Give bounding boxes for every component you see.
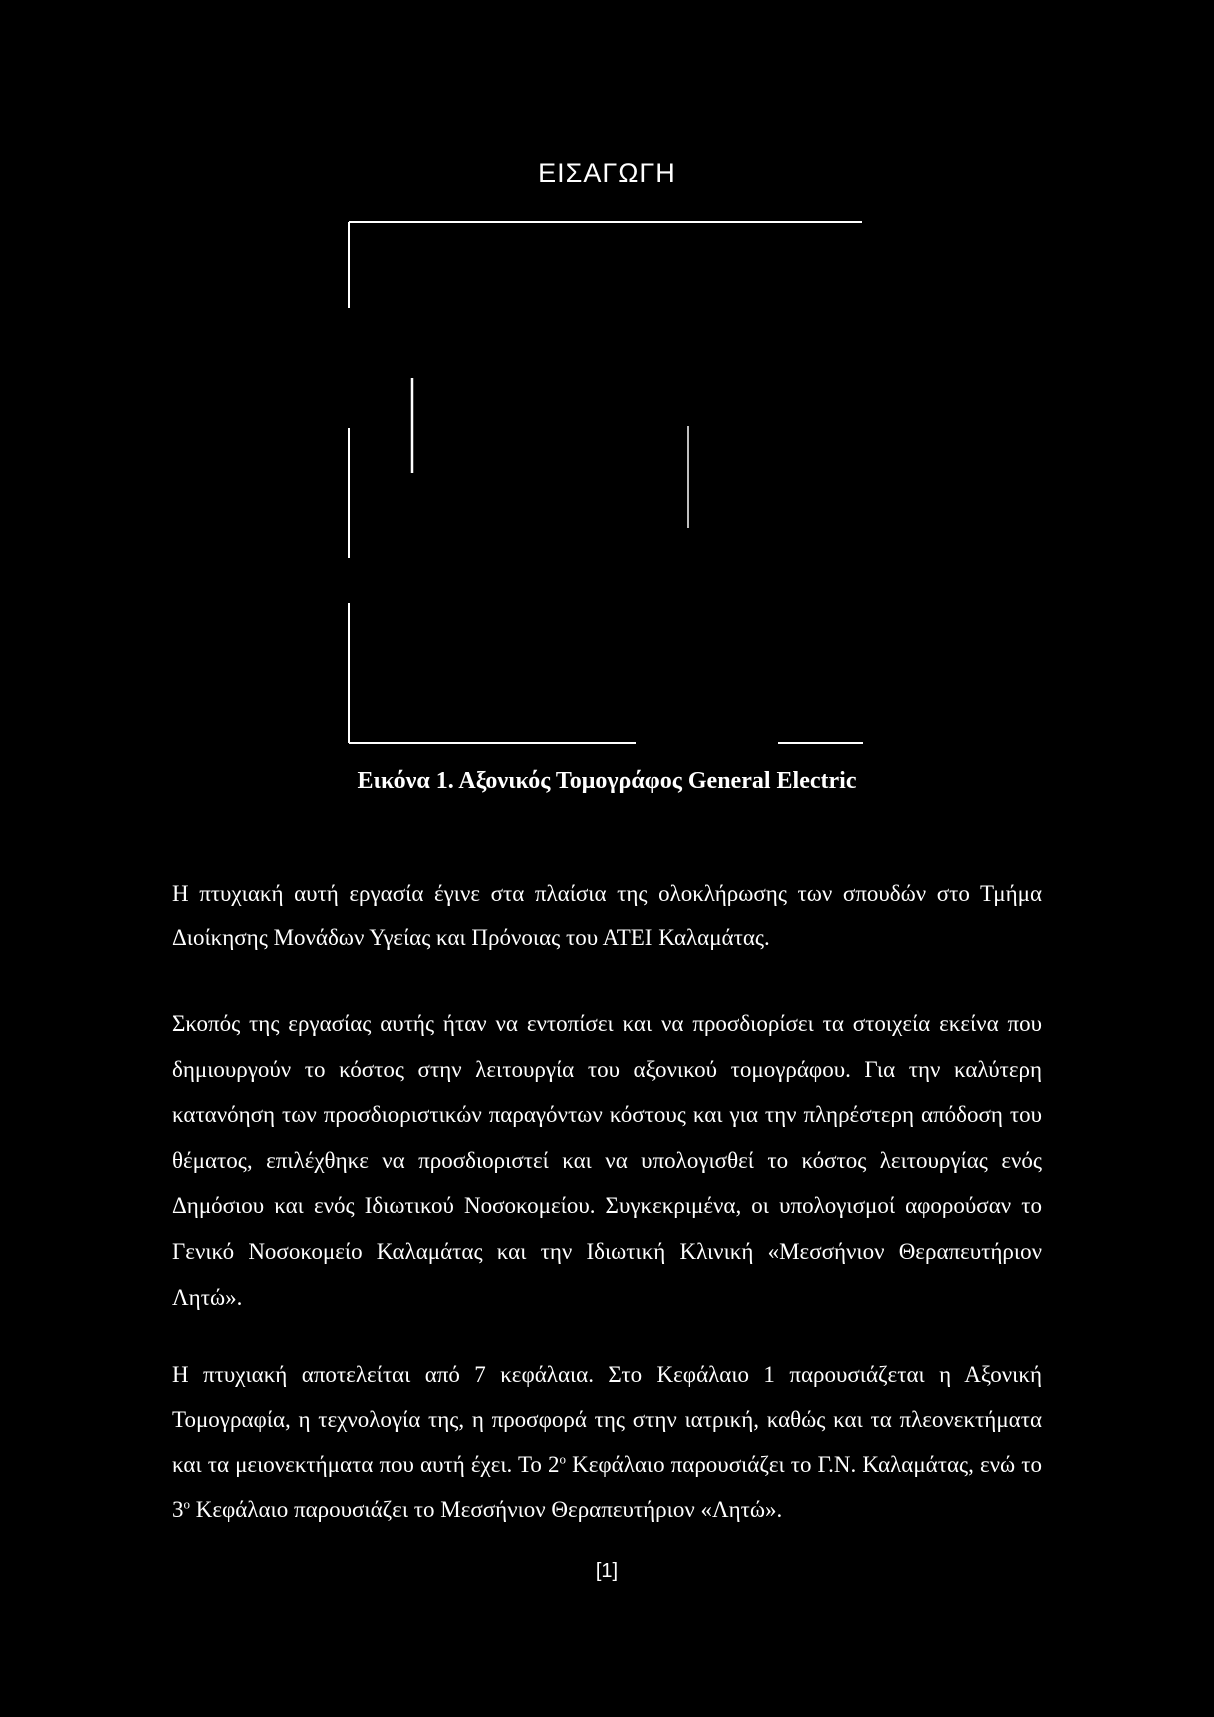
ordinal-superscript-2: ο bbox=[183, 1496, 190, 1512]
ordinal-superscript-1: ο bbox=[559, 1451, 567, 1467]
figure-caption: Εικόνα 1. Αξονικός Τομογράφος General Electric bbox=[357, 768, 857, 794]
page-heading: ΕΙΣΑΓΩΓΗ bbox=[538, 158, 676, 188]
paragraph-structure-part-1: Η πτυχιακή αποτελείται από 7 κεφάλαια. Στο Κεφάλαιο 1 παρουσιάζεται η Αξονική Τομογραφία, η τεχνολογία της, η προσφορά της στην ιατρική, καθώς και τα πλεονεκτήματα και τα μειονεκτήματα που αυτή έχει. Το 2 bbox=[172, 1362, 1042, 1477]
ct-scanner-figure bbox=[346, 218, 866, 748]
paragraph-structure-part-2: Κεφάλαιο παρουσιάζει το Γ.Ν. Καλαμάτας, ενώ το 3 bbox=[172, 1452, 1042, 1522]
paragraph-purpose: Σκοπός της εργασίας αυτής ήταν να εντοπίσει και να προσδιορίσει τα στοιχεία εκείνα που δημιουργούν το κόστος στην λειτουργία του αξονικού τομογράφου. Για την καλύτερη κατανόηση των προσδιοριστικών παραγόντων κόστους και για την πληρέστερη απόδοση του θέματος, επιλέχθηκε να προσδιοριστεί και να υπολογισθεί το κόστος λειτουργίας ενός Δημόσιου και ενός Ιδιωτικού Νοσοκομείου. Συγκεκριμένα, οι υπολογισμοί αφορούσαν το Γενικό Νοσοκομείο Καλαμάτας και την Ιδιωτική Κλινική «Μεσσήνιον Θεραπευτήριον Λητώ». bbox=[172, 1011, 1042, 1310]
paragraph-structure bbox=[172, 1352, 1042, 1532]
ct-scanner-image bbox=[346, 218, 866, 748]
page-number: [1] bbox=[595, 1560, 619, 1582]
paragraph-intro: Η πτυχιακή αυτή εργασία έγινε στα πλαίσια της ολοκλήρωσης των σπουδών στο Τμήμα Διοίκησης Μονάδων Υγείας και Πρόνοιας του ΑΤΕΙ Καλαμάτας. bbox=[172, 881, 1042, 950]
paragraph-structure-part-3: Κεφάλαιο παρουσιάζει το Μεσσήνιον Θεραπευτήριον «Λητώ». bbox=[190, 1497, 783, 1522]
